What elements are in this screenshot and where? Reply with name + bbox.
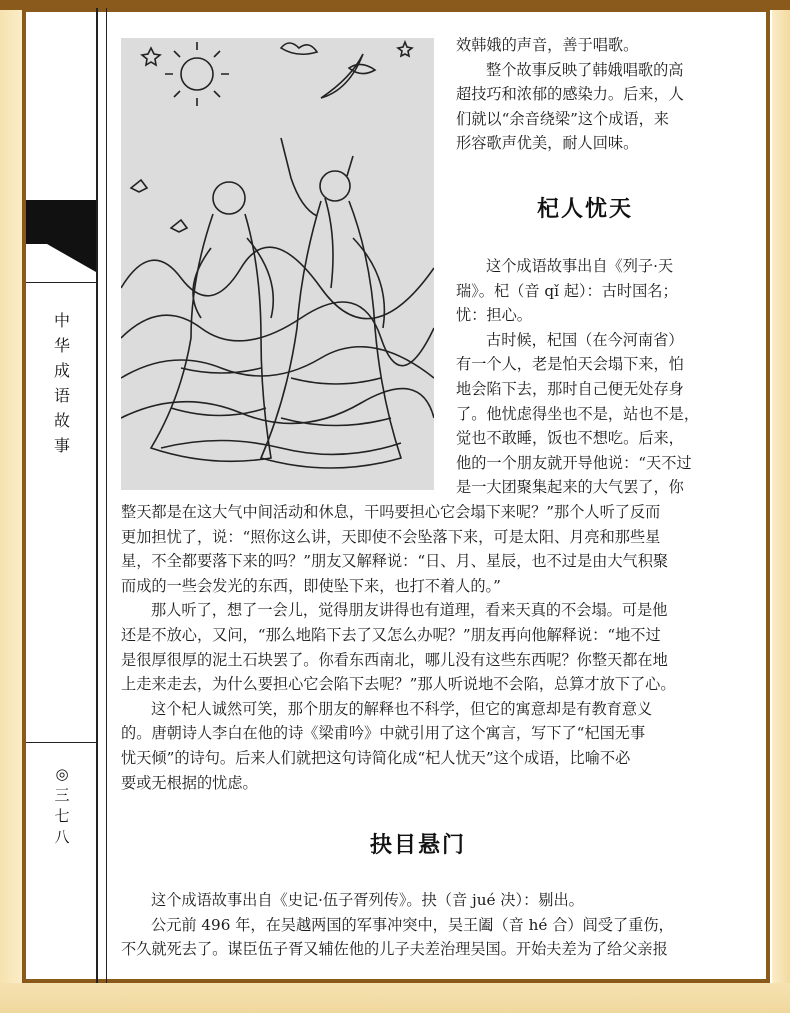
text-line: 形容歌声优美，耐人回味。 — [456, 134, 639, 153]
text-line: 的。唐朝诗人李白在他的诗《梁甫吟》中就引用了这个寓言，写下了“杞国无事 — [121, 724, 646, 743]
text-line: 瑞》。杞（音 qǐ 起）：古时国名； — [456, 281, 678, 300]
page-number: 三七八 — [54, 786, 70, 846]
text-line: 上走来走去，为什么要担心它会陷下去呢？”那人听说地不会陷，总算才放下了心。 — [121, 675, 676, 694]
bottom-page-border — [0, 983, 790, 1013]
page-marker: ◎ — [55, 765, 69, 783]
text-line: 地会陷下去，那时自己便无处存身 — [456, 379, 684, 398]
ink-drawing — [121, 38, 434, 490]
text-line: 们就以“余音绕梁”这个成语，来 — [456, 109, 669, 128]
story2-narrow-paragraph — [456, 254, 756, 500]
story2-wide-paragraph — [121, 500, 761, 795]
text-line: 他的一个朋友就开导他说：“天不过 — [456, 453, 692, 472]
text-line: 而成的一些会发光的东西，即使坠下来，也打不着人的。” — [121, 576, 501, 595]
text-line: 忧天倾”的诗句。后来人们就把这句诗简化成“杞人忧天”这个成语，比喻不必 — [121, 748, 631, 767]
margin-wedge — [26, 232, 96, 272]
text-line: 超技巧和浓郁的感染力。后来，人 — [456, 85, 684, 104]
text-line: 要或无根据的忧虑。 — [121, 773, 258, 792]
text-line: 是很厚很厚的泥土石块罢了。你看东西南北，哪儿没有这些东西呢？你整天都在地 — [121, 650, 668, 669]
text-line: 忧：担心。 — [456, 306, 532, 325]
text-line: 觉也不敢睡，饭也不想吃。后来， — [456, 429, 684, 448]
text-line: 公元前 496 年，在吴越两国的军事冲突中，吴王阖（音 hé 合）闾受了重伤， — [151, 915, 674, 934]
left-page-border — [0, 0, 22, 1013]
margin-rule-inner — [106, 8, 107, 983]
text-line: 整天都是在这大气中间活动和休息，干吗要担心它会塌下来呢？”那个人听了反而 — [121, 503, 661, 521]
text-line: 星，不全都要落下来的吗？”朋友又解释说：“日、月、星辰，也不过是由大气积聚 — [121, 552, 669, 571]
text-line: 不久就死去了。谋臣伍子胥又辅佐他的儿子夫差治理吴国。开始夫差为了给父亲报 — [121, 940, 668, 959]
text-line: 有一个人，老是怕天会塌下来，怕 — [456, 355, 684, 374]
text-line: 古时候，杞国（在今河南省） — [486, 330, 684, 349]
text-line: 是一大团聚集起来的大气罢了，你 — [456, 478, 684, 497]
text-line: 那人听了，想了一会儿，觉得朋友讲得也有道理，看来天真的不会塌。可是他 — [151, 601, 668, 620]
text-line: 更加担忧了，说：“照你这么讲，天即使不会坠落下来，可是太阳、月亮和那些星 — [121, 527, 661, 546]
text-line: 这个成语故事出自《列子·天 — [486, 257, 674, 275]
text-line: 了。他忧虑得坐也不是，站也不是， — [456, 404, 699, 423]
text-line: 这个杞人诚然可笑，那个朋友的解释也不科学，但它的寓意却是有教育意义 — [151, 699, 653, 718]
story2-title: 杞人忧天 — [537, 196, 634, 222]
text-line: 这个成语故事出自《史记·伍子胥列传》。抉（音 jué 决）：剔出。 — [151, 891, 584, 909]
story3-paragraph — [121, 888, 761, 962]
text-line: 效韩娥的声音，善于唱歌。 — [456, 36, 639, 54]
margin-divider-bottom — [26, 742, 96, 743]
illustration-image — [121, 38, 434, 490]
right-page-border — [772, 0, 790, 1013]
margin-rule — [96, 8, 98, 983]
story3-title: 抉目悬门 — [370, 832, 467, 858]
margin-divider-top — [26, 282, 96, 283]
book-title-vertical: 中华成语故事 — [53, 311, 70, 455]
story1-ending — [456, 33, 756, 156]
text-line: 还是不放心，又问，“那么地陷下去了又怎么办呢？”朋友再向他解释说：“地不过 — [121, 625, 661, 644]
page-number-vertical — [52, 764, 72, 848]
text-line: 整个故事反映了韩娥唱歌的高 — [486, 60, 684, 79]
